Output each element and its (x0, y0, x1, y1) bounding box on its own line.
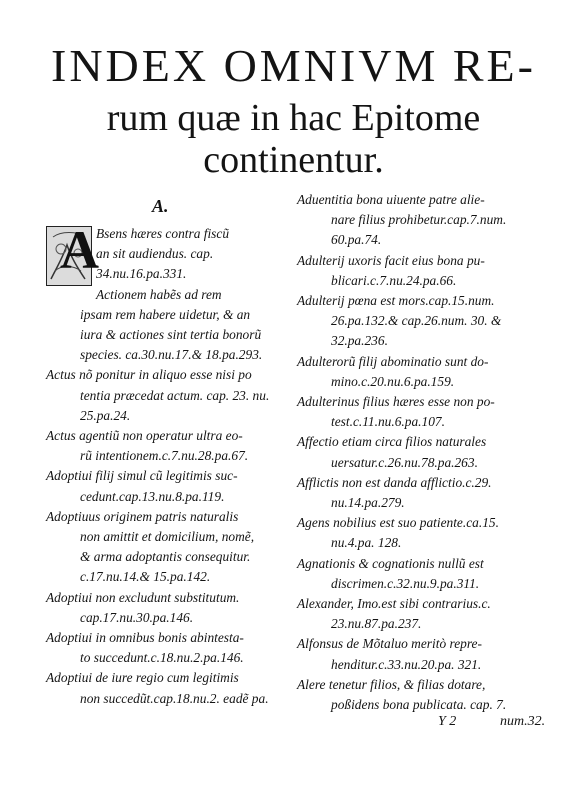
index-entry-line: Alere tenetur filios, & filias dotare, (297, 676, 486, 692)
index-entry-line: test.c.11.nu.6.pa.107. (331, 414, 445, 430)
index-entry-line: 32.pa.236. (331, 333, 388, 349)
index-entry-line: nu.14.pa.279. (331, 495, 405, 511)
index-entry-line: 60.pa.74. (331, 232, 382, 248)
index-entry-line: 25.pa.24. (80, 407, 131, 423)
index-entry-line: nu.4.pa. 128. (331, 535, 402, 551)
index-entry-line: Adoptiui filij simul cũ legitimis suc- (46, 468, 238, 484)
index-entry-line: Adoptiui de iure regio cum legitimis (46, 670, 239, 686)
index-entry-line: Aduentitia bona uiuente patre alie- (297, 192, 485, 207)
index-entry-line: poßidens bona publicata. cap. 7. (331, 697, 507, 713)
index-entry-line: an sit audiendus. cap. (96, 246, 214, 262)
index-entry-line: Adoptiuus originem patris naturalis (46, 508, 239, 524)
index-entry-line: Adoptiui non excludunt substitutum. (46, 589, 240, 605)
dropcap-letter: A (60, 220, 99, 280)
index-entry-line: c.17.nu.14.& 15.pa.142. (80, 569, 211, 585)
index-entry-line: Adulterij uxoris facit eius bona pu- (297, 252, 485, 268)
index-entry-line: cap.17.nu.30.pa.146. (80, 609, 194, 625)
catchword: num.32. (500, 714, 546, 729)
index-entry-line: 26.pa.132.& cap.26.num. 30. & (331, 313, 502, 329)
index-entry-line: Adulterorũ filij abominatio sunt do- (297, 353, 489, 369)
index-entry-line: & arma adoptantis consequitur. (80, 549, 251, 565)
index-entry-line: cedunt.cap.13.nu.8.pa.119. (80, 488, 225, 504)
left-index-column (46, 224, 288, 709)
index-title-line-1: INDEX OMNIVM RE- (51, 40, 536, 91)
index-title-line-2: rum quæ in hac Epitome (106, 97, 481, 139)
index-entry-line: tentia præcedat actum. cap. 23. nu. (80, 387, 270, 403)
index-entry-line: non succedũt.cap.18.nu.2. eadẽ pa. (80, 690, 269, 706)
index-entry-line: mino.c.20.nu.6.pa.159. (331, 373, 455, 389)
index-entry-line: Affectio etiam circa filios naturales (297, 434, 487, 450)
index-title-line-3: continentur. (203, 139, 384, 181)
index-entry-line: blicari.c.7.nu.24.pa.66. (331, 272, 457, 288)
index-entry-line: species. ca.30.nu.17.& 18.pa.293. (80, 347, 263, 363)
index-entry-line: discrimen.c.32.nu.9.pa.311. (331, 575, 480, 591)
index-entry-line: nare filius prohibetur.cap.7.num. (331, 212, 507, 228)
index-entry-line: Actus nõ ponitur in aliquo esse nisi po (46, 367, 252, 383)
index-entry-line: Alfonsus de Mõtaluo meritò repre- (297, 636, 482, 652)
index-entry-line: 23.nu.87.pa.237. (331, 616, 422, 632)
index-entry-line: Agens nobilius est suo patiente.ca.15. (297, 515, 499, 531)
index-entry-line: Actus agentiũ non operatur ultra eo- (46, 428, 243, 444)
index-entry-line: Actionem habẽs ad rem (96, 286, 222, 302)
index-entry-line: Alexander, Imo.est sibi contrarius.c. (297, 596, 491, 612)
signature-mark: Y 2 (438, 714, 457, 729)
section-letter-heading: A. (152, 196, 169, 216)
index-entry-line: henditur.c.33.nu.20.pa. 321. (331, 656, 482, 672)
index-entry-line: 34.nu.16.pa.331. (96, 266, 187, 282)
index-entry-line: Adoptiui in omnibus bonis abintesta- (46, 630, 244, 646)
index-entry-line: Afflictis non est danda afflictio.c.29. (297, 474, 492, 490)
index-entry-line: Agnationis & cognationis nullũ est (297, 555, 484, 571)
index-entry-line: iura & actiones sint tertia bonorũ (80, 327, 262, 343)
index-entry-line: Bsens hæres contra fiscũ (96, 226, 230, 241)
index-entry-line: to succedunt.c.18.nu.2.pa.146. (80, 650, 244, 666)
index-entry-line: rũ intentionem.c.7.nu.28.pa.67. (80, 448, 249, 464)
index-entry-line: uersatur.c.26.nu.78.pa.263. (331, 454, 478, 470)
index-entry-line: non amittit et domicilium, nomẽ, (80, 529, 255, 545)
index-entry-line: Adulterij pœna est mors.cap.15.num. (297, 293, 495, 309)
right-index-column (297, 190, 567, 715)
index-entry-line: ipsam rem habere uidetur, & an (80, 306, 251, 322)
index-entry-line: Adulterinus filius hæres esse non po- (297, 394, 495, 410)
